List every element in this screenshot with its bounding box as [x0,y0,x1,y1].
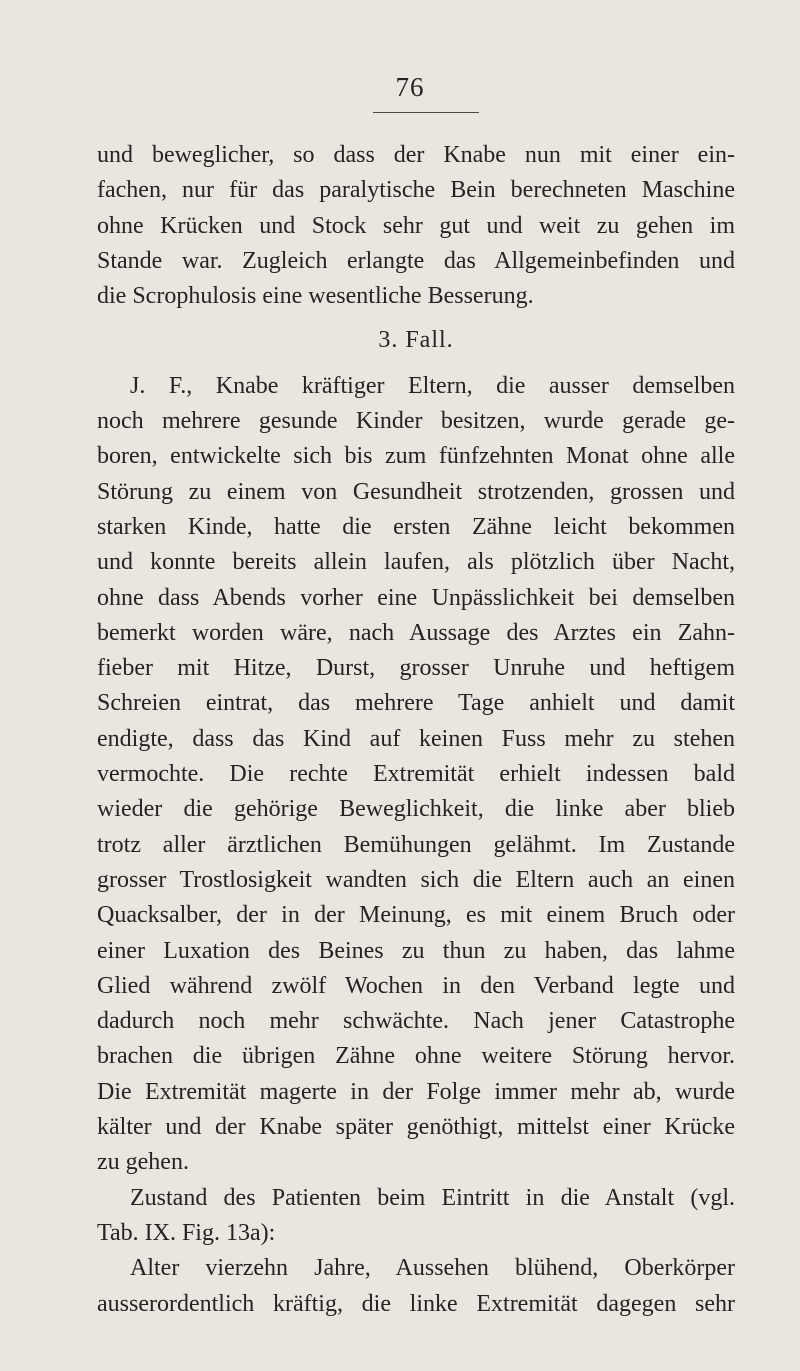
text-line: grosser Trostlosigkeit wandten sich die Eltern auch an einen [97,866,735,893]
text-line: die Scrophulosis eine wesentliche Besserung. [97,283,534,310]
text-line: Zustand des Patienten beim Eintritt in die Anstalt (vgl. [130,1184,735,1211]
text-line: Alter vierzehn Jahre, Aussehen blühend, Oberkörper [130,1255,735,1282]
page-number-rule [373,112,479,113]
text-line: Die Extremität magerte in der Folge immer mehr ab, wurde [97,1078,735,1105]
text-line: Quacksalber, der in der Meinung, es mit einem Bruch oder [97,902,735,929]
text-line: und beweglicher, so dass der Knabe nun mit einer ein- [97,142,735,168]
text-line: bemerkt worden wäre, nach Aussage des Arztes ein Zahn- [97,619,735,646]
text-line: trotz aller ärztlichen Bemühungen gelähmt. Im Zustande [97,831,735,858]
text-line: boren, entwickelte sich bis zum fünfzehnten Monat ohne alle [97,443,735,470]
text-line: einer Luxation des Beines zu thun zu haben, das lahme [97,937,735,964]
text-line: Tab. IX. Fig. 13a): [97,1219,276,1246]
text-line: Stande war. Zugleich erlangte das Allgemeinbefinden und [97,247,735,274]
text-line: brachen die übrigen Zähne ohne weitere Störung hervor. [97,1043,735,1070]
text-line: und konnte bereits allein laufen, als plötzlich über Nacht, [97,549,735,576]
text-line: ohne dass Abends vorher eine Unpässlichkeit bei demselben [97,584,735,611]
text-line: Schreien eintrat, das mehrere Tage anhielt und damit [97,690,735,717]
text-line: Glied während zwölf Wochen in den Verband legte und [97,972,735,999]
body-text [97,138,735,1322]
text-line: zu gehen. [97,1149,189,1176]
text-line: endigte, dass das Kind auf keinen Fuss mehr zu stehen [97,725,735,752]
text-line: dadurch noch mehr schwächte. Nach jener Catastrophe [97,1008,735,1035]
text-line: fieber mit Hitze, Durst, grosser Unruhe und heftigem [97,655,735,682]
text-line: J. F., Knabe kräftiger Eltern, die ausser demselben [130,372,735,399]
text-line: Störung zu einem von Gesundheit strotzenden, grossen und [97,478,735,505]
text-line: wieder die gehörige Beweglichkeit, die linke aber blieb [97,796,735,823]
text-line: ohne Krücken und Stock sehr gut und weit zu gehen im [97,212,735,239]
page-number: 76 [395,72,425,102]
text-line: noch mehrere gesunde Kinder besitzen, wurde gerade ge- [97,408,735,435]
text-line: vermochte. Die rechte Extremität erhielt indessen bald [97,761,735,788]
text-line: ausserordentlich kräftig, die linke Extremität dagegen sehr [97,1290,735,1317]
case-heading: 3. Fall. [378,327,454,354]
text-line: kälter und der Knabe später genöthigt, mittelst einer Krücke [97,1114,735,1141]
text-line: fachen, nur für das paralytische Bein berechneten Maschine [97,177,735,204]
text-line: starken Kinde, hatte die ersten Zähne leicht bekommen [97,513,735,540]
